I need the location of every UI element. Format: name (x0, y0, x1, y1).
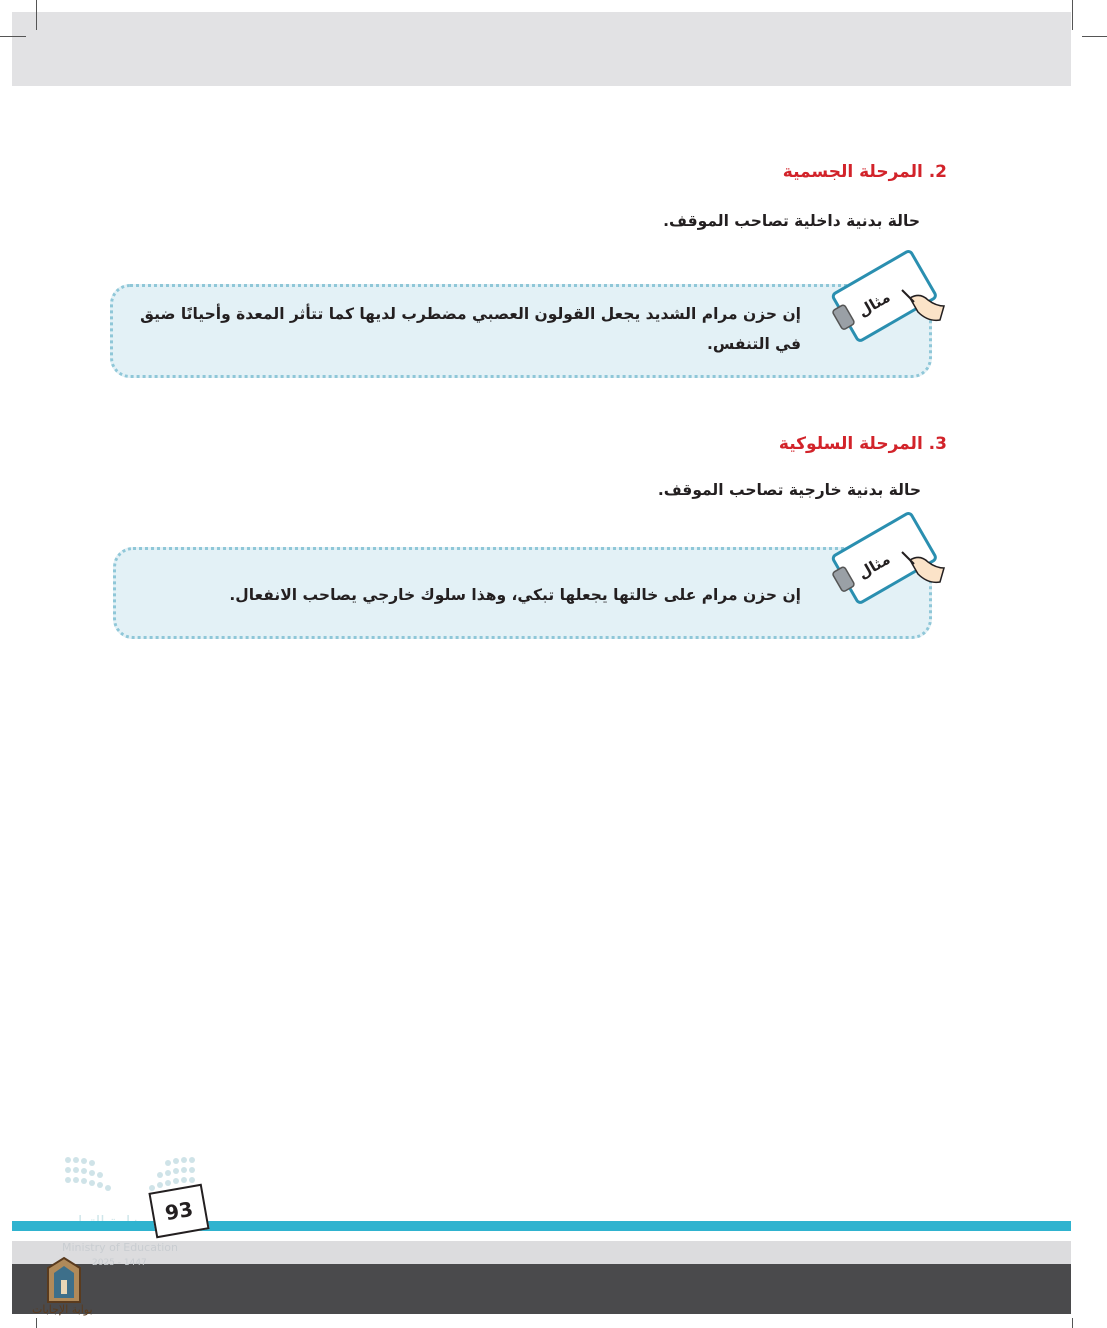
example-box-physical (110, 284, 932, 378)
crop-mark (1072, 0, 1073, 30)
edition-year: 2025 - 1447 (92, 1258, 147, 1268)
portal-label: بوابة الإجابات (32, 1303, 93, 1316)
example-label: مثال (854, 549, 894, 583)
page-number: 93 (148, 1184, 209, 1239)
hand-writing-icon (910, 295, 944, 320)
section-definition-behavioral: حالة بدنية خارجية تصاحب الموقف. (657, 481, 921, 499)
example-line: إن حزن مرام على خالتها يجعلها تبكي، وهذا سلوك خارجي يصاحب الانفعال. (229, 586, 801, 604)
crop-mark (1082, 36, 1107, 37)
portal-logo-icon (44, 1256, 84, 1304)
clipboard-example-icon (818, 250, 948, 340)
example-text-physical (121, 299, 801, 359)
crop-mark (0, 36, 26, 37)
example-line: في التنفس. (707, 335, 801, 353)
crop-mark (36, 1318, 37, 1328)
section-definition-physical: حالة بدنية داخلية تصاحب الموقف. (663, 212, 920, 230)
example-label: مثال (854, 287, 894, 321)
top-header-band (12, 12, 1071, 86)
crop-mark (36, 0, 37, 30)
hand-writing-icon (910, 557, 944, 582)
ministry-name-english: Ministry of Education (62, 1241, 179, 1254)
example-box-behavioral (113, 547, 932, 639)
clipboard-example-icon (818, 512, 948, 602)
example-line: إن حزن مرام الشديد يجعل القولون العصبي مضطرب لديها كما تتأثر المعدة وأحيانًا ضيق (140, 305, 801, 323)
footer-dark-bar (12, 1264, 1071, 1314)
section-title-physical: 2. المرحلة الجسمية (782, 162, 947, 182)
example-text-behavioral (121, 580, 801, 610)
section-title-behavioral: 3. المرحلة السلوكية (778, 434, 947, 454)
crop-mark (1072, 1318, 1073, 1328)
